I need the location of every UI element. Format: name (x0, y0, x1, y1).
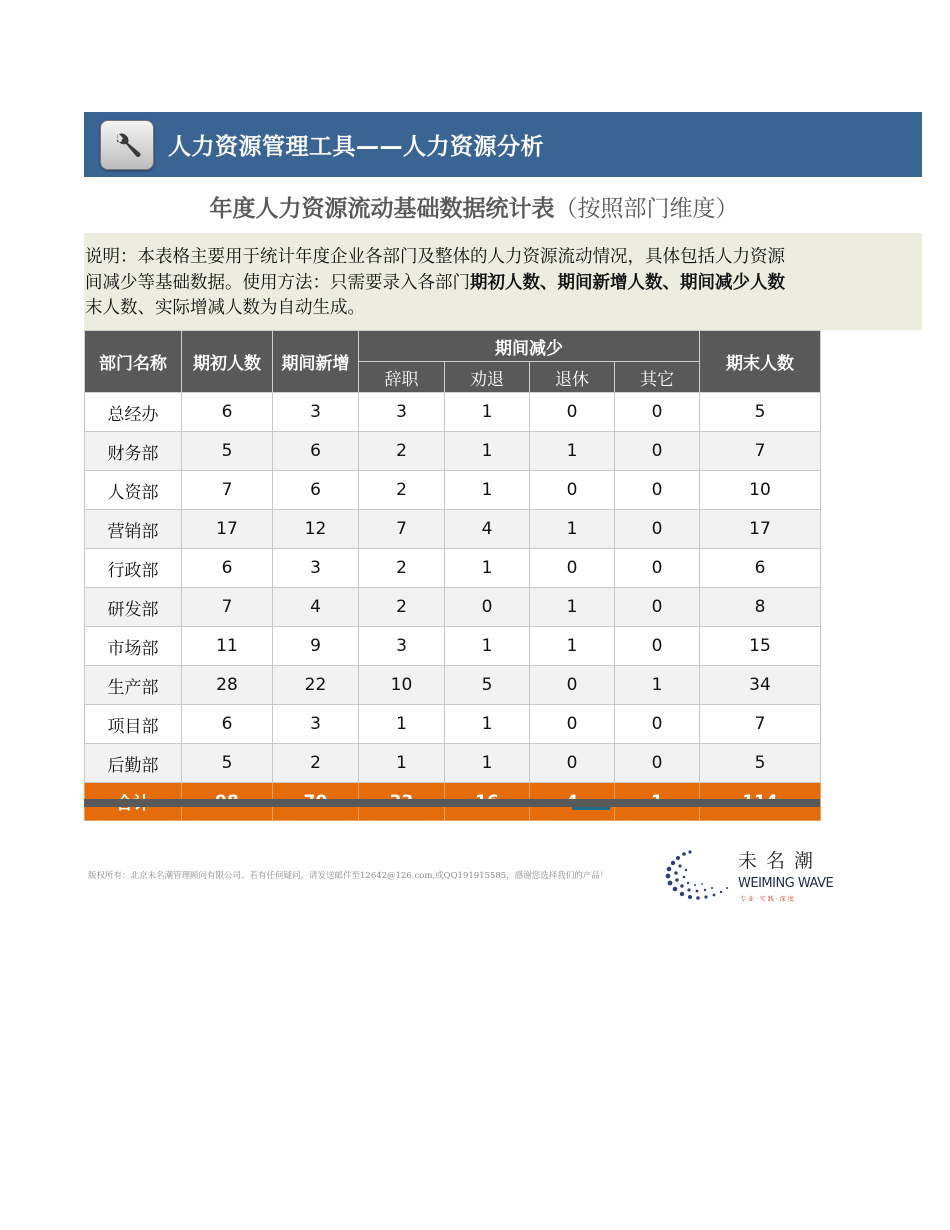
wave-logo-icon (660, 844, 736, 906)
cell-dismiss: 5 (445, 666, 530, 705)
description-line-2 (85, 271, 821, 297)
cell-dismiss: 1 (445, 471, 530, 510)
table-row (85, 471, 821, 510)
cell-dept: 生产部 (85, 666, 182, 705)
header-retire: 退休 (530, 362, 615, 393)
logo-en: WEIMING WAVE (738, 876, 834, 891)
cell-added: 9 (273, 627, 359, 666)
cell-dismiss: 1 (445, 744, 530, 783)
cell-end: 7 (700, 705, 821, 744)
description-line-2-bold: 期初人数、期间新增人数、期间减少人数 (470, 272, 785, 293)
table-body (85, 393, 821, 821)
cell-added: 3 (273, 705, 359, 744)
cell-start: 5 (182, 744, 273, 783)
cell-other: 0 (615, 393, 700, 432)
subtitle-main: 年度人力资源流动基础数据统计表 (209, 196, 555, 222)
description-line-3: 末人数、实际增减人数为自动生成。 (85, 298, 365, 318)
cell-retire: 1 (530, 510, 615, 549)
cell-retire: 1 (530, 627, 615, 666)
cell-resign: 10 (359, 666, 445, 705)
table-row (85, 588, 821, 627)
table-row (85, 393, 821, 432)
cell-retire: 0 (530, 744, 615, 783)
cell-end: 34 (700, 666, 821, 705)
cell-end: 8 (700, 588, 821, 627)
cell-start: 6 (182, 549, 273, 588)
cell-added: 22 (273, 666, 359, 705)
cell-other: 0 (615, 471, 700, 510)
page-subtitle (84, 190, 864, 223)
table-row (85, 549, 821, 588)
table-row (85, 705, 821, 744)
cell-other: 0 (615, 510, 700, 549)
cell-added: 2 (273, 744, 359, 783)
cell-other: 0 (615, 705, 700, 744)
cell-resign: 1 (359, 705, 445, 744)
cell-dismiss: 1 (445, 627, 530, 666)
header-added: 期间新增 (273, 331, 359, 393)
app-title: 人力资源管理工具——人力资源分析 (168, 134, 544, 160)
cell-other: 0 (615, 627, 700, 666)
cell-start: 28 (182, 666, 273, 705)
logo-tagline: 专业·实践·深度 (740, 896, 796, 903)
company-logo (660, 844, 834, 906)
cell-end: 17 (700, 510, 821, 549)
cell-other: 0 (615, 588, 700, 627)
logo-cn: 未名潮 (738, 850, 823, 872)
description-line-1: 说明：本表格主要用于统计年度企业各部门及整体的人力资源流动情况，具体包括人力资源 (85, 247, 785, 267)
cell-start: 6 (182, 705, 273, 744)
cell-end: 10 (700, 471, 821, 510)
cell-dept: 营销部 (85, 510, 182, 549)
subtitle-paren: （按照部门维度） (554, 196, 739, 222)
cell-start: 17 (182, 510, 273, 549)
wrench-icon (100, 120, 154, 170)
header-dept: 部门名称 (85, 331, 182, 393)
description-line-2-plain: 间减少等基础数据。使用方法：只需要录入各部门 (85, 272, 470, 293)
cell-retire: 0 (530, 393, 615, 432)
cell-dismiss: 1 (445, 393, 530, 432)
table-row (85, 510, 821, 549)
hr-flow-table (84, 330, 821, 821)
table-row (85, 432, 821, 471)
cell-dept: 市场部 (85, 627, 182, 666)
cell-resign: 2 (359, 549, 445, 588)
cell-retire: 1 (530, 432, 615, 471)
cell-other: 0 (615, 549, 700, 588)
cell-end: 7 (700, 432, 821, 471)
header-end: 期末人数 (700, 331, 821, 393)
copyright-text: 版权所有：北京未名潮管理顾问有限公司。若有任何疑问，请发送邮件至12642@126.com,或QQ191915585，感谢您选择我们的产品！ (88, 871, 609, 881)
header-other: 其它 (615, 362, 700, 393)
cell-added: 12 (273, 510, 359, 549)
header-start: 期初人数 (182, 331, 273, 393)
cell-dept: 后勤部 (85, 744, 182, 783)
cell-start: 5 (182, 432, 273, 471)
cell-dismiss: 0 (445, 588, 530, 627)
cell-start: 11 (182, 627, 273, 666)
header-resign: 辞职 (359, 362, 445, 393)
description-box (84, 233, 922, 330)
cell-start: 7 (182, 471, 273, 510)
table-row (85, 744, 821, 783)
cell-dept: 行政部 (85, 549, 182, 588)
cell-added: 6 (273, 471, 359, 510)
cell-dept: 研发部 (85, 588, 182, 627)
cell-other: 1 (615, 666, 700, 705)
cell-other: 0 (615, 744, 700, 783)
table-row (85, 627, 821, 666)
cell-start: 6 (182, 393, 273, 432)
cell-resign: 1 (359, 744, 445, 783)
cell-dept: 人资部 (85, 471, 182, 510)
cell-dept: 总经办 (85, 393, 182, 432)
cell-resign: 2 (359, 432, 445, 471)
table-bottom-bar (84, 799, 820, 807)
cell-end: 15 (700, 627, 821, 666)
cell-resign: 2 (359, 471, 445, 510)
cell-dept: 项目部 (85, 705, 182, 744)
cell-dismiss: 1 (445, 549, 530, 588)
cell-added: 3 (273, 549, 359, 588)
cell-dept: 财务部 (85, 432, 182, 471)
table-row (85, 666, 821, 705)
cell-retire: 1 (530, 588, 615, 627)
cell-resign: 7 (359, 510, 445, 549)
cell-retire: 0 (530, 549, 615, 588)
cell-dismiss: 1 (445, 705, 530, 744)
cell-dismiss: 1 (445, 432, 530, 471)
cell-retire: 0 (530, 705, 615, 744)
cell-added: 6 (273, 432, 359, 471)
cell-resign: 3 (359, 393, 445, 432)
cell-resign: 2 (359, 588, 445, 627)
header-banner (84, 112, 922, 177)
header-decrease-group: 期间减少 (359, 331, 700, 362)
cell-retire: 0 (530, 666, 615, 705)
cell-other: 0 (615, 432, 700, 471)
table-bottom-mark (572, 807, 610, 810)
cell-dismiss: 4 (445, 510, 530, 549)
cell-retire: 0 (530, 471, 615, 510)
cell-resign: 3 (359, 627, 445, 666)
cell-end: 5 (700, 393, 821, 432)
cell-added: 4 (273, 588, 359, 627)
cell-added: 3 (273, 393, 359, 432)
cell-end: 6 (700, 549, 821, 588)
cell-start: 7 (182, 588, 273, 627)
header-dismiss: 劝退 (445, 362, 530, 393)
cell-end: 5 (700, 744, 821, 783)
